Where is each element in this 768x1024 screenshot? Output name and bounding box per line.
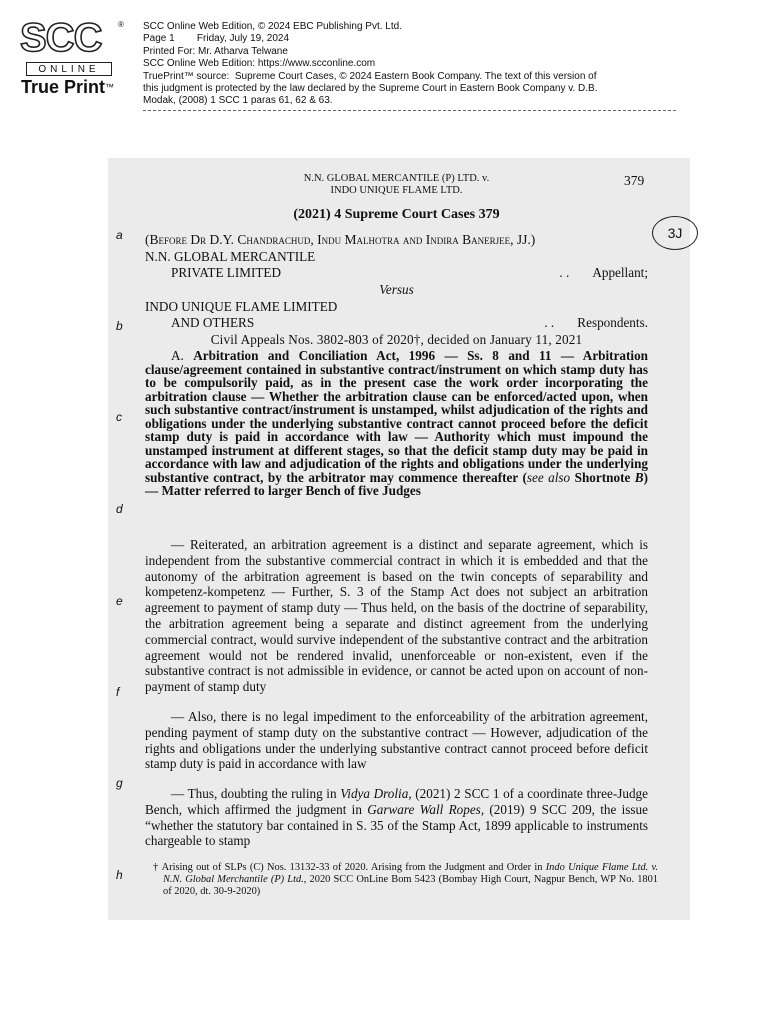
margin-letter: c (116, 410, 122, 424)
respondent-block (145, 299, 648, 331)
appellant-block (145, 249, 648, 281)
logo-true-print-text: True Print™ (21, 77, 115, 97)
margin-letter: b (116, 319, 123, 333)
running-head (145, 173, 648, 197)
margin-letter: d (116, 502, 123, 516)
scc-online-true-print-logo (18, 18, 124, 98)
print-header (143, 21, 703, 108)
header-line: Modak, (2008) 1 SCC 1 paras 61, 62 & 63. (143, 95, 333, 107)
running-head-line: INDO UNIQUE FLAME LTD. (330, 185, 463, 196)
header-line: Printed For: Mr. Atharva Telwane (143, 45, 288, 57)
versus-label: Versus (379, 282, 414, 297)
respondent-row (145, 315, 648, 331)
case-citation-title: (2021) 4 Supreme Court Cases 379 (293, 207, 500, 222)
bench-mark-circle: 3J (652, 216, 698, 250)
respondent-label: . . Respondents. (544, 314, 648, 330)
page-number: 379 (624, 173, 645, 188)
running-head-line: N.N. GLOBAL MERCANTILE (P) LTD. v. (303, 173, 490, 184)
margin-letter: f (116, 685, 120, 699)
header-line: SCC Online Web Edition: https://www.scconline.com (143, 58, 376, 70)
headnote-paragraph: — Thus, doubting the ruling in Vidya Drolia, (2021) 2 SCC 1 of a coordinate three-Judge Bench, which affirmed the judgment in Garware Wall Ropes, (2019) 9 SCC 209, the issue “whether the statutory bar contained in S. 35 of the Stamp Act, 1899 applicable to instruments chargeable to stamp (145, 786, 649, 849)
logo-online-text: ONLINE (26, 62, 112, 76)
headnote-a: A. Arbitration and Conciliation Act, 1996 — Ss. 8 and 11 — Arbitration clause/agreement contained in substantive contract/instrument on which stamp duty has to be compulsorily paid, as in the present case the work order incorporating the arbitration clause — Whether the arbitration clause can be enforced/acted upon, when such substantive contract/instrument is unstamped, whilst adjudication of the rights and obligations under the underlying substantive contract cannot proceed before the deficit stamp duty is paid in accordance with law — Authority which must impound the unstamped instrument at different stages, so that the deficit stamp duty may be paid in accordance with law and adjudication of the rights and obligations under the underlying substantive contract, by the arbitrator may commence thereafter (see also Shortnote B) — Matter referred to larger Bench of five Judges (145, 348, 649, 498)
appellant-name: N.N. GLOBAL MERCANTILE (145, 249, 316, 264)
header-line: Page 1 Friday, July 19, 2024 (143, 33, 290, 45)
margin-letter: h (116, 868, 123, 882)
respondent-name: INDO UNIQUE FLAME LIMITED (145, 299, 338, 314)
margin-letter: a (116, 228, 123, 242)
margin-letter: e (116, 594, 123, 608)
margin-letter: g (116, 776, 123, 790)
case-info: Civil Appeals Nos. 3802-803 of 2020†, decided on January 11, 2021 (210, 332, 583, 347)
header-line: this judgment is protected by the law declared by the Supreme Court in Eastern Book Company v. D.B. (143, 83, 598, 95)
header-line: SCC Online Web Edition, © 2024 EBC Publishing Pvt. Ltd. (143, 21, 402, 32)
appellant-name-cont: PRIVATE LIMITED (171, 264, 282, 280)
headnote-paragraph: — Reiterated, an arbitration agreement is a distinct and separate agreement, which is independent from the substantive commercial contract in which it is embedded and that the autonomy of the arbitration agreement is based on the twin concepts of separability and kompetenz-kompetenz — Further, S. 3 of the Stamp Act does not subject an arbitration agreement to payment of stamp duty — Thus held, on the basis of the doctrine of separability, the arbitration agreement being a separate and distinct agreement from the underlying commercial contract, would survive independent of the substantive contract and the arbitration agreement would not be rendered invalid, unenforceable or non-existent, even if the substantive contract is not admissible in evidence, or cannot be acted upon on account of non-payment of stamp duty (145, 537, 648, 695)
footnote: † Arising out of SLPs (C) Nos. 13132-33 of 2020. Arising from the Judgment and Order in Indo Unique Flame Ltd. v. N.N. Global Merchantile (P) Ltd., 2020 SCC OnLine Bom 5423 (Bombay High Court, Nagpur Bench, WP No. 1801 of 2020, dt. 30-9-2020) (153, 862, 658, 898)
header-divider (143, 110, 676, 111)
logo-scc-text: SCC (20, 16, 102, 60)
appellant-row (145, 265, 648, 281)
appellant-label: . . Appellant; (559, 264, 648, 280)
headnote-paragraph: — Also, there is no legal impediment to the enforceability of the arbitration agreement, pending payment of stamp duty on the substantive contract — However, adjudication of the rights and obligations under the underlying substantive contract cannot proceed before deficit stamp duty is paid in accordance with law (145, 709, 648, 772)
respondent-name-cont: AND OTHERS (171, 314, 255, 330)
bench-line: (Before Dr D.Y. Chandrachud, Indu Malhotra and Indira Banerjee, JJ.) (145, 232, 536, 247)
logo-registered-mark: ® (118, 20, 124, 29)
header-line: TruePrint™ source: Supreme Court Cases, © 2024 Eastern Book Company. The text of this version of (143, 70, 597, 82)
